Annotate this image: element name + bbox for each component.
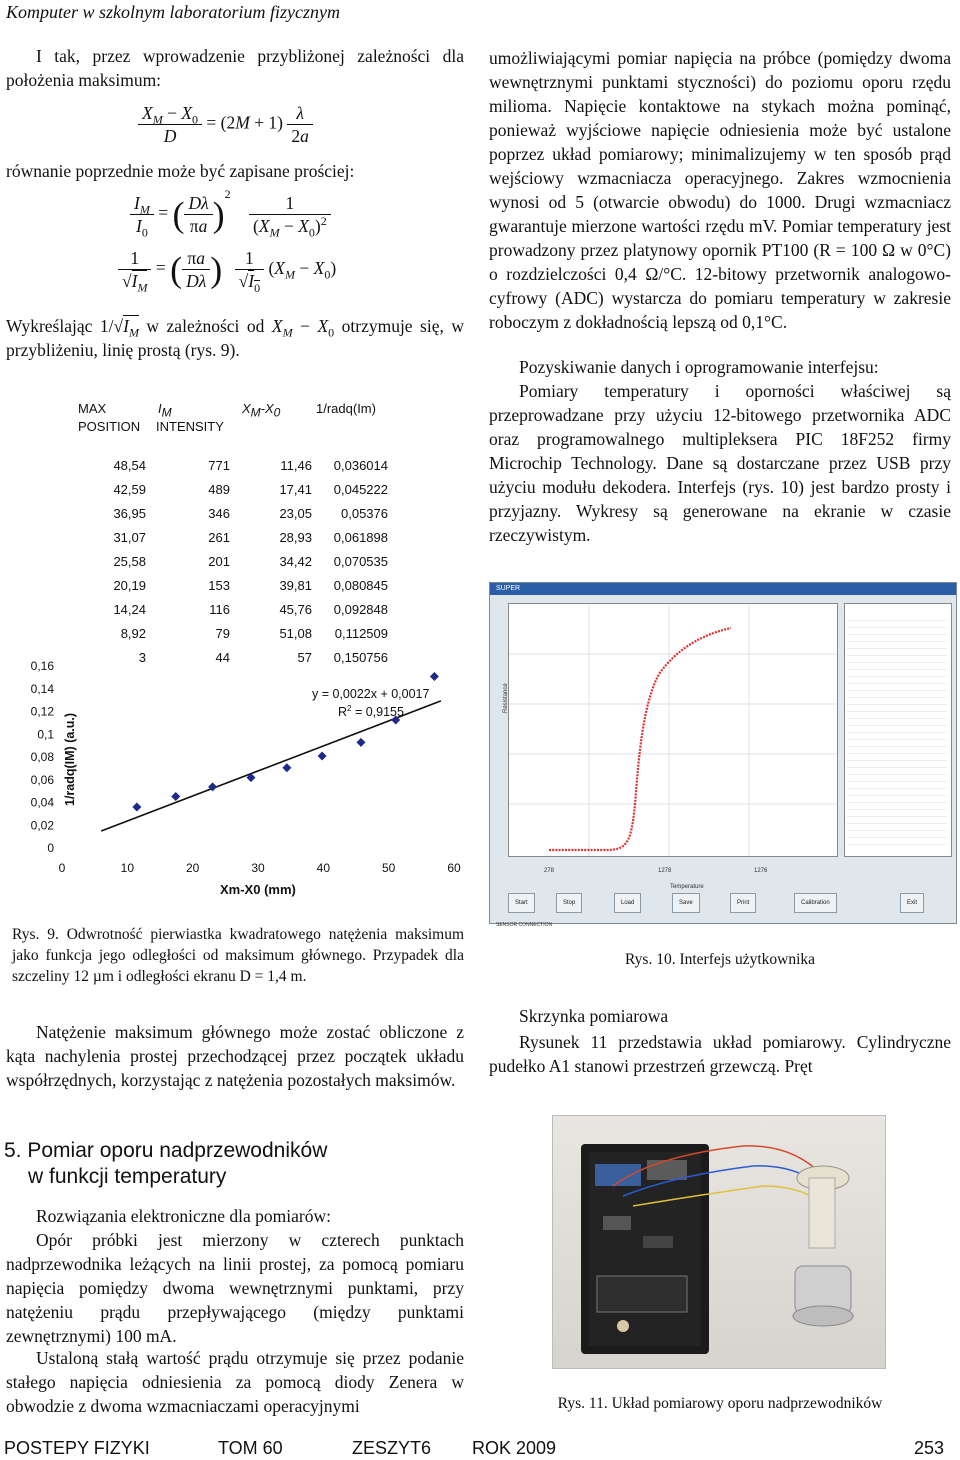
x-tick-label: 40 xyxy=(316,861,331,875)
table-row xyxy=(106,622,388,646)
col-header-max: MAX xyxy=(78,401,107,416)
y-tick-label: 0,06 xyxy=(30,772,54,787)
data-point xyxy=(318,752,327,761)
table-cell: 116 xyxy=(209,602,230,617)
table-cell: 44 xyxy=(215,650,230,665)
footer-volume: TOM 60 xyxy=(218,1438,283,1458)
paragraph-plot-description: Wykreślając $1/√I_M$ w zależności od $X_M - X_0$ otrzymuje się, w przybliżeniu, linię prostą (rys. 9). xyxy=(6,316,464,360)
y-tick-label: 0 xyxy=(47,841,54,855)
app-data-list[interactable] xyxy=(844,603,952,857)
measurement-setup-photo xyxy=(552,1115,886,1369)
paragraph-acquisition: Pomiary temperatury i oporności właściwej są przeprowadzane przy użyciu 12-bitowego przetwornika ADC oraz programowalnego multipleksera PIC 18F252 firmy Microchip Technology. Dane są dostarczane przez USB przy użyciu modułu dekodera. Interfejs (rys. 10) jest bardzo prosty i przyjazny. Wykresy są generowane na ekranie w czasie rzeczywistym. xyxy=(489,381,951,545)
app-plot-area xyxy=(508,603,838,857)
section-heading: 5. Pomiar oporu nadprzewodników w funkcji temperatury xyxy=(4,1139,328,1188)
x-tick-label: 10 xyxy=(120,861,135,875)
table-row xyxy=(106,550,388,574)
x-tick-label: 60 xyxy=(447,861,461,875)
table-cell: 261 xyxy=(208,530,230,545)
x-tick-label: 0 xyxy=(58,861,66,875)
footer-year: ROK 2009 xyxy=(472,1438,557,1458)
subheading-acquisition: Pozyskiwanie danych i oprogramowanie interfejsu: xyxy=(519,357,879,377)
app-button-print[interactable]: Print xyxy=(730,893,756,913)
paragraph-four-point: Opór próbki jest mierzony w czterech punktach nadprzewodnika leżących na linii prostej, za pomocą pomiaru napięcia pomiędzy dwoma wewnętrznymi punktami, przy natężeniu prądu przepływającego (między punktami zewnętrznymi) 100 mA. xyxy=(6,1230,464,1346)
app-status: SENSOR CONNECTION xyxy=(496,922,553,928)
table-cell: 28,93 xyxy=(279,530,312,545)
app-button-stop[interactable]: Stop xyxy=(556,893,582,913)
x-tick-label: 50 xyxy=(381,861,396,875)
app-toolbar xyxy=(508,893,950,915)
y-tick-label: 0,14 xyxy=(30,681,54,696)
table-cell: 20,19 xyxy=(113,578,146,593)
paragraph-box: Rysunek 11 przedstawia układ pomiarowy. Cylindryczne pudełko A1 stanowi przestrzeń grzewczą. Pręt xyxy=(489,1032,951,1076)
paragraph-simplified: równanie poprzednie może być zapisane prościej: xyxy=(6,161,355,181)
table-cell: 31,07 xyxy=(113,530,146,545)
table-cell: 0,112509 xyxy=(334,626,388,641)
app-x-label: Temperature xyxy=(670,884,704,890)
paragraph-intro: I tak, przez wprowadzenie przybliżonej zależności dla położenia maksimum: xyxy=(6,46,464,90)
footer-page-number: 253 xyxy=(914,1438,945,1458)
table-cell: 489 xyxy=(208,482,230,497)
caption-fig9: Rys. 9. Odwrotność pierwiastka kwadratowego natężenia maksimum jako funkcja jego odległości od maksimum głównego. Przypadek dla szczeliny 12 µm i odległości ekranu D = 1,4 m. xyxy=(12,926,464,985)
table-row xyxy=(106,478,388,502)
footer-journal: POSTEPY FIZYKI xyxy=(4,1438,150,1458)
table-cell: 201 xyxy=(208,554,230,569)
table-cell: 79 xyxy=(215,626,230,641)
equation-ratio: $\frac{I_M}{I_0}$ = ( $\frac{D\lambda}{\pi a}$ )$^2$ $\frac{1}{(X_M - X_0)^2}$ xyxy=(130,192,470,237)
app-button-save[interactable]: Save xyxy=(672,893,700,913)
table-cell: 34,42 xyxy=(279,554,312,569)
table-cell: 0,150756 xyxy=(333,650,388,665)
table-cell: 0,092848 xyxy=(333,602,388,617)
app-y-label: Resistance xyxy=(503,683,509,713)
resistance-curve xyxy=(549,628,731,850)
y-tick-label: 0,02 xyxy=(30,818,54,833)
caption-fig10: Rys. 10. Interfejs użytkownika xyxy=(624,951,816,968)
table-cell: 57 xyxy=(297,650,312,665)
y-tick-label: 0,16 xyxy=(30,659,54,673)
y-axis-label: 1/radq(IM) (a.u.) xyxy=(63,712,77,806)
table-cell: 0,070535 xyxy=(333,554,388,569)
y-tick-label: 0,04 xyxy=(30,795,54,810)
data-point xyxy=(171,792,180,801)
app-button-start[interactable]: Start xyxy=(508,893,535,913)
table-cell: 23,05 xyxy=(279,506,312,521)
app-x-tick-2: 1276 xyxy=(754,868,768,874)
table-cell: 25,58 xyxy=(113,554,146,569)
table-cell: 48,54 xyxy=(113,458,146,473)
table-cell: 11,46 xyxy=(280,458,312,473)
app-button-load[interactable]: Load xyxy=(614,893,641,913)
col-header-inverse-sqrt: 1/radq(Im) xyxy=(316,401,376,416)
table-row xyxy=(106,526,388,550)
running-title: Komputer w szkolnym laboratorium fizycznym xyxy=(6,2,340,22)
table-row xyxy=(106,598,388,622)
subheading-electronics: Rozwiązania elektroniczne dla pomiarów: xyxy=(36,1206,331,1226)
data-point xyxy=(282,763,291,772)
table-row xyxy=(106,574,388,598)
table-cell: 0,080845 xyxy=(333,578,388,593)
photo-illustration xyxy=(553,1116,885,1368)
y-tick-label: 0,08 xyxy=(30,750,54,764)
data-point xyxy=(356,738,365,747)
table-cell: 0,045222 xyxy=(333,482,388,497)
table-cell: 0,05376 xyxy=(341,506,388,521)
table-cell: 346 xyxy=(208,506,230,521)
table-cell: 45,76 xyxy=(279,602,312,617)
table-cell: 42,59 xyxy=(113,482,146,497)
table-cell: 0,036014 xyxy=(333,458,388,473)
paragraph-zener: Ustaloną stałą wartość prądu otrzymuje się przez podanie stałego napięcia odniesienia za pomocą diody Zenera w obwodzie z dwoma wzmacniaczami operacyjnymi xyxy=(6,1348,464,1416)
col-header-position: POSITION xyxy=(78,419,141,434)
software-interface-screenshot xyxy=(489,582,957,928)
app-title-bar: SUPER xyxy=(490,583,956,595)
table-cell: 3 xyxy=(138,650,146,665)
subheading-box: Skrzynka pomiarowa xyxy=(519,1006,669,1026)
x-tick-label: 30 xyxy=(251,861,265,875)
footer-issue: ZESZYT6 xyxy=(352,1438,432,1458)
table-cell: 14,24 xyxy=(113,602,146,617)
data-table xyxy=(106,454,388,670)
table-cell: 36,95 xyxy=(113,506,146,521)
y-tick-label: 0,1 xyxy=(37,727,54,742)
app-x-tick-0: 278 xyxy=(544,868,555,874)
table-cell: 39,81 xyxy=(279,578,312,593)
col-header-intensity: INTENSITY xyxy=(156,419,224,434)
table-cell: 8,92 xyxy=(120,626,146,641)
paragraph-intensity: Natężenie maksimum głównego może zostać obliczone z kąta nachylenia prostej przechodzącej przez początek układu współrzędnych, korzystając z natężenia pozostałych maksimów. xyxy=(6,1022,464,1090)
table-cell: 17,41 xyxy=(279,482,312,497)
caption-fig11: Rys. 11. Układ pomiarowy oporu nadprzewodników xyxy=(557,1395,883,1412)
table-cell: 771 xyxy=(208,458,230,473)
app-button-calibration[interactable]: Calibration xyxy=(794,893,837,913)
y-tick-label: 0,12 xyxy=(30,704,54,719)
x-tick-label: 20 xyxy=(185,861,200,875)
app-data-rows xyxy=(847,614,947,850)
app-plot-svg xyxy=(509,604,837,856)
data-point xyxy=(132,803,141,812)
data-point xyxy=(430,672,439,681)
x-axis-label: Xm-X0 (mm) xyxy=(220,882,296,897)
table-cell: 0,061898 xyxy=(333,530,388,545)
table-row xyxy=(106,454,388,478)
trendline xyxy=(101,701,441,831)
app-x-tick-1: 1278 xyxy=(658,868,672,874)
equation-maximum: $\frac{X_M - X_0}{D}$ = (2M + 1) $\frac{\lambda}{2a}$ xyxy=(138,102,468,147)
col-header-distance: $X_M-X_0$ xyxy=(242,401,281,420)
trend-r2: $R^2 = 0,9155$ xyxy=(338,704,404,719)
app-button-exit[interactable]: Exit xyxy=(900,893,924,913)
table-cell: 153 xyxy=(208,578,230,593)
scatter-chart xyxy=(0,652,470,902)
table-cell: 51,08 xyxy=(279,626,312,641)
col-header-intensity-symbol: $I_M$ xyxy=(158,401,172,420)
trend-equation: y = 0,0022x + 0,0017 xyxy=(312,687,430,701)
paragraph-amplifiers: umożliwiającymi pomiar napięcia na próbce (pomiędzy dwoma wewnętrznymi punktami styczności) do poziomu oporu rzędu milioma. Napięcie kontaktowe na stykach można pominąć, ponieważ wyjściowe napięcie odniesienia może być ustalone poprzez układ pomiarowy; minimalizujemy w ten sposób prąd wejściowy wzmacniacza operacyjnego. Zakres wzmocnienia wynosi od 5 (otwarcie obwodu) do 1000. Drugi wzmacniacz gwarantuje mierzone wartości rzędu mV. Pomiar temperatury jest prowadzony przez platynowy opornik PT100 (R = 100 Ω w 0°C) o rozdzielczości 0,4 Ω/°C. 12-bitowy przetwornik analogowo-cyfrowy (ADC) wystarcza do pomiaru temperatury w zakresie roboczym z dokładnością lepszą od 0,1°C. xyxy=(489,48,951,332)
equation-inverse-sqrt: $\frac{1}{√I_M}$ = ( $\frac{\pi a}{D\lambda}$ ) $\frac{1}{√I_0}$ $(X_M - X_0)$ xyxy=(118,247,458,292)
table-row xyxy=(106,502,388,526)
